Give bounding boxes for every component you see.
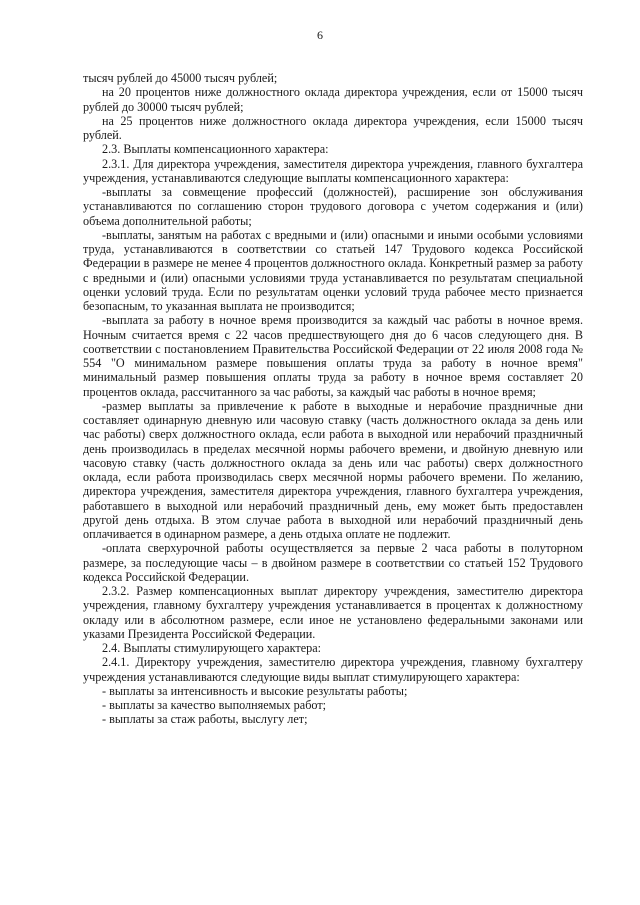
- paragraph: -размер выплаты за привлечение к работе в выходные и нерабочие праздничные дни составляет одинарную дневную или часовую ставку (часть должностного оклада за день или час работы) сверх должностного оклада, если работа в выходной или нерабочий праздничный день производилась в пределах месячной нормы рабочего времени, и двойную дневную или часовую ставку (часть должностного оклада за день или час работы) сверх должностного оклада, если работа производилась сверх месячной нормы рабочего времени. По желанию, директора учреждения, заместителя директора учреждения, главного бухгалтера учреждения, работавшего в выходной или нерабочий праздничный день, ему может быть предоставлен другой день отдыха. В этом случае работа в выходной или нерабочий праздничный день оплачивается в одинарном размере, а день отдыха оплате не подлежит.: [83, 398, 583, 541]
- page-number: 6: [317, 28, 323, 42]
- paragraph: 2.3.2. Размер компенсационных выплат директору учреждения, заместителю директора учреждения, главному бухгалтеру учреждения устанавливается в процентах к должностному окладу или в абсолютном размере, если иное не установлено федеральными законами или указами Президента Российской Федерации.: [83, 584, 583, 641]
- paragraph: тысяч рублей до 45000 тысяч рублей;: [83, 71, 278, 85]
- paragraph: -оплата сверхурочной работы осуществляется за первые 2 часа работы в полуторном размере, за последующие часы – в двойном размере в соответствии со статьей 152 Трудового кодекса Российской Федерации.: [83, 541, 583, 584]
- paragraph: на 25 процентов ниже должностного оклада директора учреждения, если 15000 тысяч рублей.: [83, 113, 583, 142]
- paragraph: 2.4.1. Директору учреждения, заместителю директора учреждения, главному бухгалтеру учреждения устанавливаются следующие виды выплат стимулирующего характера:: [83, 655, 583, 684]
- paragraph: - выплаты за стаж работы, выслугу лет;: [102, 712, 308, 727]
- paragraph: - выплаты за интенсивность и высокие результаты работы;: [102, 683, 408, 698]
- paragraph: - выплаты за качество выполняемых работ;: [102, 698, 327, 712]
- paragraph: на 20 процентов ниже должностного оклада директора учреждения, если от 15000 тысяч рублей до 30000 тысяч рублей;: [83, 85, 583, 114]
- paragraph: -выплаты за совмещение профессий (должностей), расширение зон обслуживания устанавливаются по соглашению сторон трудового договора с учетом содержания и (или) объема дополнительной работы;: [83, 185, 583, 228]
- paragraph: 2.3.1. Для директора учреждения, заместителя директора учреждения, главного бухгалтера учреждения, устанавливаются следующие выплаты компенсационного характера:: [83, 156, 583, 185]
- document-body: [83, 71, 583, 727]
- paragraph: 2.4. Выплаты стимулирующего характера:: [102, 641, 322, 655]
- paragraph: 2.3. Выплаты компенсационного характера:: [102, 142, 329, 157]
- paragraph: -выплата за работу в ночное время производится за каждый час работы в ночное время. Ночным считается время с 22 часов предшествующего дня до 6 часов следующего дня. В соответствии с постановлением Правительства Российской Федерации от 22 июля 2008 года № 554 "О минимальном размере повышения оплаты труда за работу в ночное время" минимальный размер повышения оплаты труда за работу в ночное время составляет 20 процентов оклада, рассчитанного за час работы, за каждый час работы в ночное время;: [83, 313, 583, 399]
- paragraph: -выплаты, занятым на работах с вредными и (или) опасными и иными особыми условиями труда, устанавливаются в соответствии со статьей 147 Трудового кодекса Российской Федерации в размере не менее 4 процентов должностного оклада. Конкретный размер за работу с вредными и (или) опасными условиями труда устанавливается по результатам специальной оценки условий труда. Если по результатам оценки условий труда рабочее место признается безопасным, то указанная выплата не производится;: [83, 227, 583, 313]
